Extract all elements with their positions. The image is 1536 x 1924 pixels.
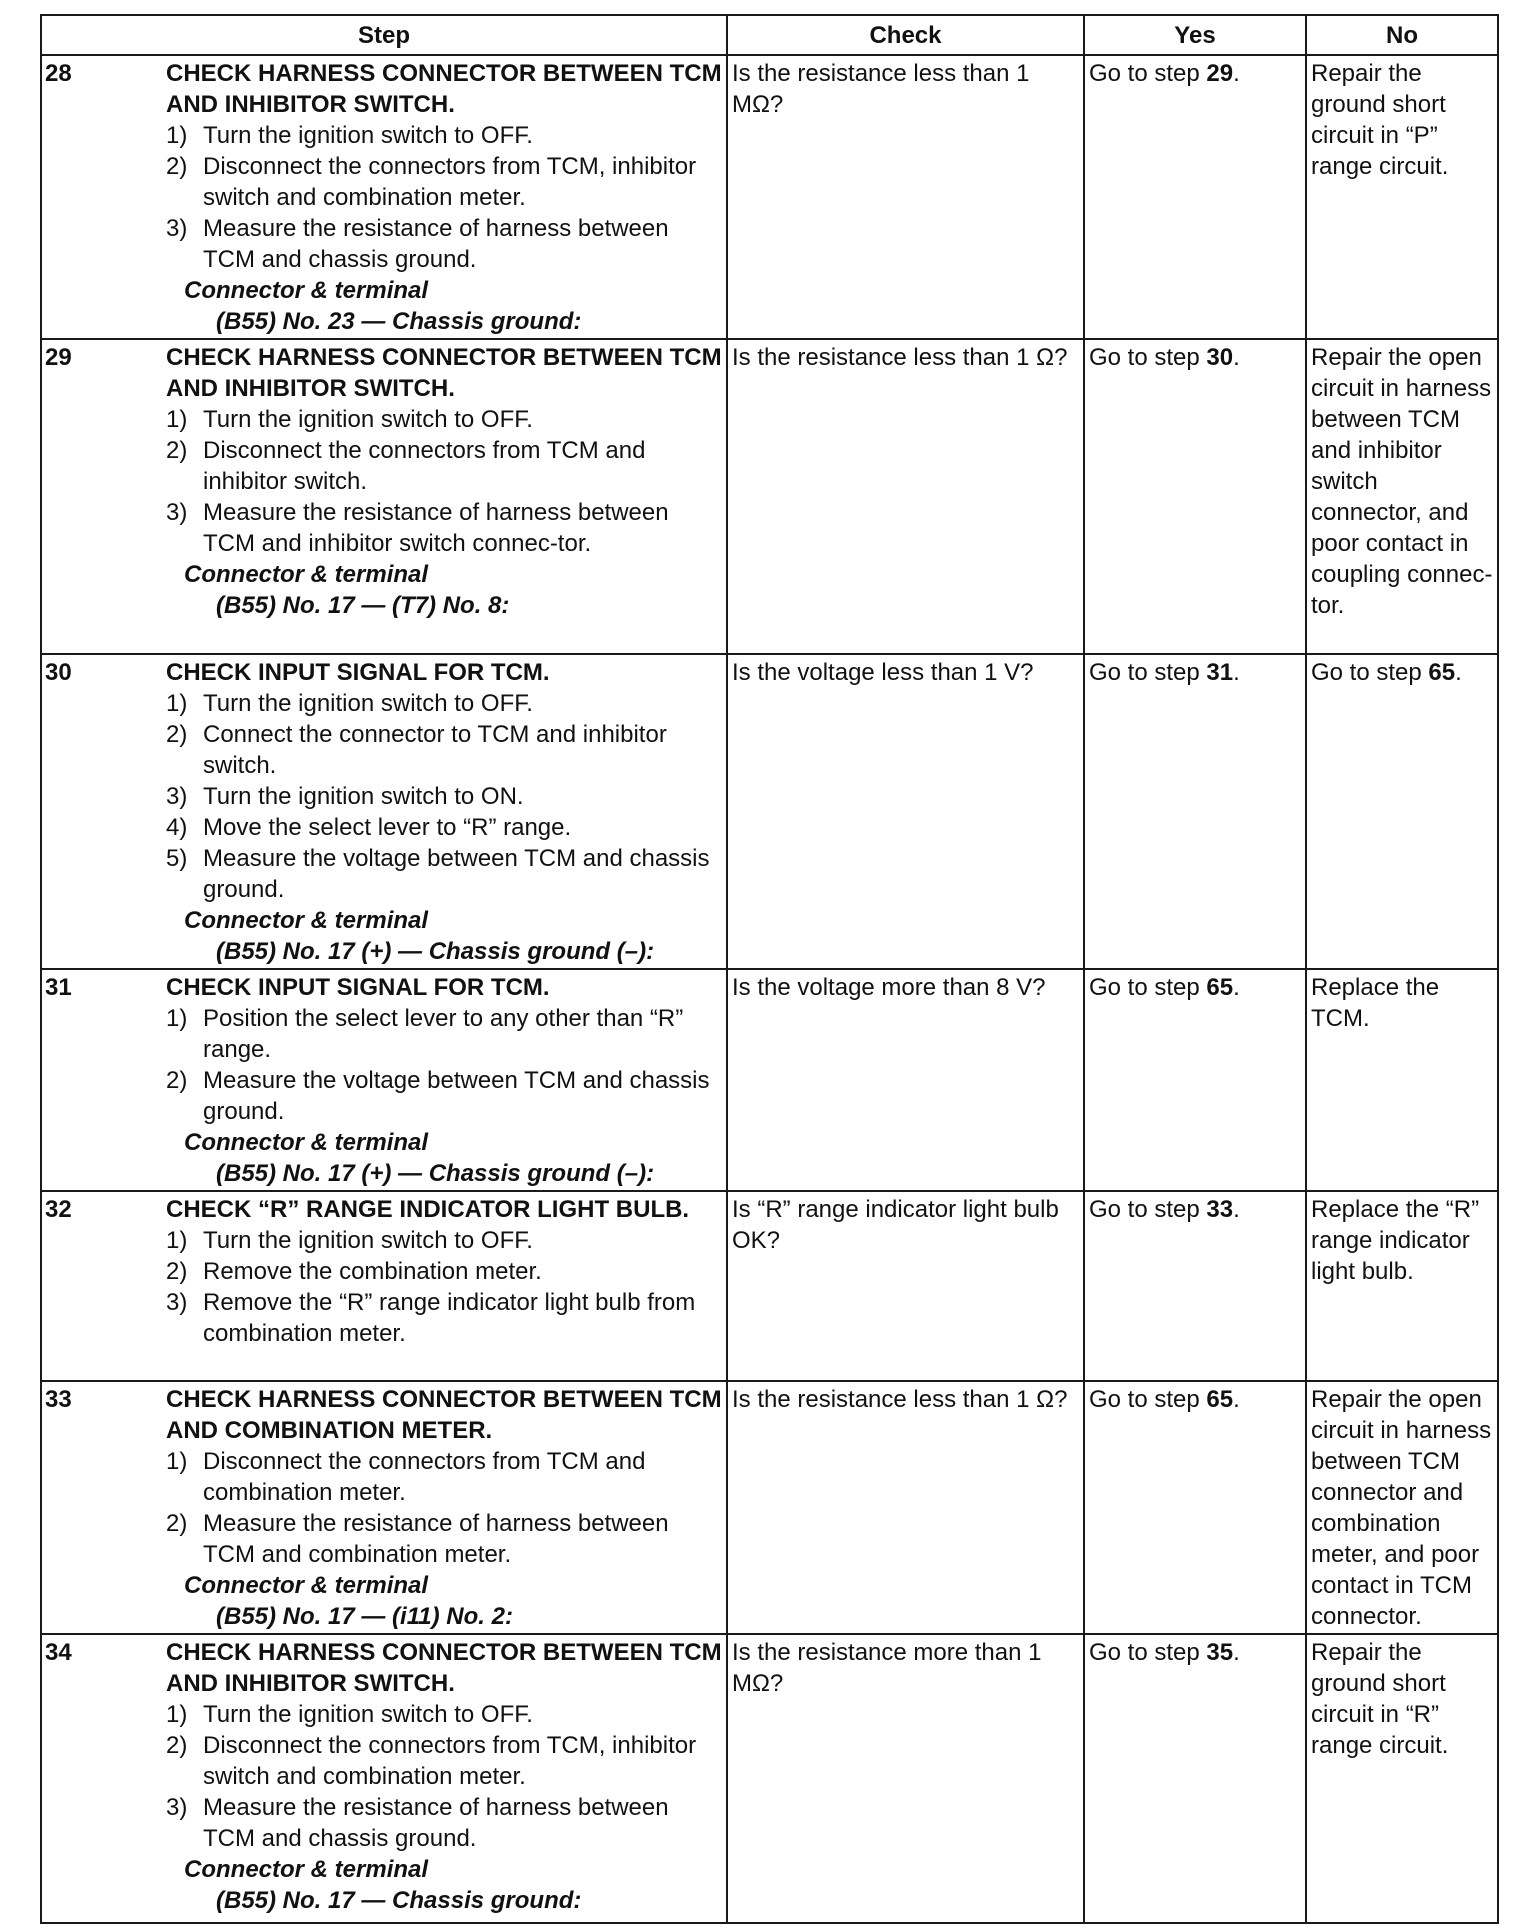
yes-cell: Go to step 65. bbox=[1084, 1381, 1306, 1634]
connector-terminal: (B55) No. 17 (+) — Chassis ground (–): bbox=[216, 1160, 655, 1187]
yes-step-number: 29 bbox=[1206, 60, 1234, 87]
substep: 2) Connect the connector to TCM and inhibitor switch. bbox=[166, 721, 667, 779]
no-step-number: 65 bbox=[1428, 659, 1456, 686]
substep: 3) Measure the resistance of harness between TCM and inhibitor switch connec-tor. bbox=[166, 499, 669, 557]
check-cell: Is the resistance more than 1 MΩ? bbox=[727, 1634, 1084, 1923]
step-number: 32 bbox=[45, 1196, 72, 1223]
yes-cell: Go to step 29. bbox=[1084, 55, 1306, 339]
no-cell: Replace the “R” range indicator light bulb. bbox=[1306, 1191, 1498, 1381]
substep: 1) Turn the ignition switch to OFF. bbox=[166, 1701, 533, 1728]
step-number: 29 bbox=[45, 344, 72, 371]
substep: 5) Measure the voltage between TCM and chassis ground. bbox=[166, 845, 710, 903]
step-cell bbox=[41, 969, 727, 1191]
yes-step-number: 31 bbox=[1206, 659, 1234, 686]
step-cell bbox=[41, 654, 727, 969]
substep: 3) Turn the ignition switch to ON. bbox=[166, 783, 524, 810]
yes-cell: Go to step 35. bbox=[1084, 1634, 1306, 1923]
no-cell: Repair the open circuit in harness between TCM connector and combination meter, and poor contact in TCM connector. bbox=[1306, 1381, 1498, 1634]
step-cell bbox=[41, 1634, 727, 1923]
step-title: CHECK “R” RANGE INDICATOR LIGHT BULB. bbox=[166, 1196, 690, 1223]
table-row bbox=[41, 1191, 1498, 1381]
step-cell bbox=[41, 1381, 727, 1634]
yes-step-number: 65 bbox=[1206, 1386, 1234, 1413]
step-number: 33 bbox=[45, 1386, 72, 1413]
header-no: No bbox=[1306, 15, 1498, 55]
check-cell: Is the voltage more than 8 V? bbox=[727, 969, 1084, 1191]
substep: 2) Disconnect the connectors from TCM and inhibitor switch. bbox=[166, 437, 646, 495]
connector-label: Connector & terminal bbox=[184, 1856, 429, 1883]
substep: 2) Disconnect the connectors from TCM, inhibitor switch and combination meter. bbox=[166, 1732, 697, 1790]
step-title: CHECK HARNESS CONNECTOR BETWEEN TCM AND INHIBITOR SWITCH. bbox=[166, 344, 722, 402]
substep: 1) Disconnect the connectors from TCM and combination meter. bbox=[166, 1448, 646, 1506]
table-row bbox=[41, 1381, 1498, 1634]
step-cell bbox=[41, 1191, 727, 1381]
substep: 2) Disconnect the connectors from TCM, inhibitor switch and combination meter. bbox=[166, 153, 697, 211]
step-cell bbox=[41, 339, 727, 654]
no-cell: Repair the open circuit in harness between TCM and inhibitor switch connector, and poor contact in coupling connec-tor. bbox=[1306, 339, 1498, 654]
yes-step-number: 33 bbox=[1206, 1196, 1234, 1223]
substep: 3) Measure the resistance of harness between TCM and chassis ground. bbox=[166, 1794, 669, 1852]
connector-terminal: (B55) No. 17 (+) — Chassis ground (–): bbox=[216, 938, 655, 965]
connector-label: Connector & terminal bbox=[184, 561, 429, 588]
header-yes: Yes bbox=[1084, 15, 1306, 55]
step-number: 31 bbox=[45, 974, 72, 1001]
substep: 1) Turn the ignition switch to OFF. bbox=[166, 406, 533, 433]
substep: 2) Measure the resistance of harness between TCM and combination meter. bbox=[166, 1510, 669, 1568]
header-step: Step bbox=[41, 15, 727, 55]
substep: 2) Measure the voltage between TCM and chassis ground. bbox=[166, 1067, 710, 1125]
no-cell: Go to step 65. bbox=[1306, 654, 1498, 969]
yes-step-number: 65 bbox=[1206, 974, 1234, 1001]
step-cell bbox=[41, 55, 727, 339]
step-number: 28 bbox=[45, 60, 72, 87]
step-title: CHECK INPUT SIGNAL FOR TCM. bbox=[166, 659, 550, 686]
step-title: CHECK HARNESS CONNECTOR BETWEEN TCM AND INHIBITOR SWITCH. bbox=[166, 60, 722, 118]
step-number: 34 bbox=[45, 1639, 72, 1666]
substep: 1) Position the select lever to any other than “R” range. bbox=[166, 1005, 684, 1063]
connector-label: Connector & terminal bbox=[184, 277, 429, 304]
header-row bbox=[41, 15, 1498, 55]
no-cell: Repair the ground short circuit in “R” range circuit. bbox=[1306, 1634, 1498, 1923]
table-row bbox=[41, 55, 1498, 339]
substep: 3) Remove the “R” range indicator light bulb from combination meter. bbox=[166, 1289, 696, 1347]
substep: 1) Turn the ignition switch to OFF. bbox=[166, 690, 533, 717]
yes-cell: Go to step 31. bbox=[1084, 654, 1306, 969]
substep: 1) Turn the ignition switch to OFF. bbox=[166, 1227, 533, 1254]
step-title: CHECK HARNESS CONNECTOR BETWEEN TCM AND INHIBITOR SWITCH. bbox=[166, 1639, 722, 1697]
step-number: 30 bbox=[45, 659, 72, 686]
table-row bbox=[41, 339, 1498, 654]
connector-label: Connector & terminal bbox=[184, 1572, 429, 1599]
table-row bbox=[41, 654, 1498, 969]
step-title: CHECK INPUT SIGNAL FOR TCM. bbox=[166, 974, 550, 1001]
no-cell: Repair the ground short circuit in “P” range circuit. bbox=[1306, 55, 1498, 339]
substep: 2) Remove the combination meter. bbox=[166, 1258, 542, 1285]
yes-cell: Go to step 33. bbox=[1084, 1191, 1306, 1381]
header-check: Check bbox=[727, 15, 1084, 55]
yes-cell: Go to step 30. bbox=[1084, 339, 1306, 654]
substep: 3) Measure the resistance of harness between TCM and chassis ground. bbox=[166, 215, 669, 273]
connector-terminal: (B55) No. 17 — (i11) No. 2: bbox=[216, 1603, 513, 1630]
check-cell: Is “R” range indicator light bulb OK? bbox=[727, 1191, 1084, 1381]
check-cell: Is the voltage less than 1 V? bbox=[727, 654, 1084, 969]
yes-cell: Go to step 65. bbox=[1084, 969, 1306, 1191]
yes-step-number: 35 bbox=[1206, 1639, 1234, 1666]
substep: 4) Move the select lever to “R” range. bbox=[166, 814, 572, 841]
step-title: CHECK HARNESS CONNECTOR BETWEEN TCM AND COMBINATION METER. bbox=[166, 1386, 722, 1444]
substep: 1) Turn the ignition switch to OFF. bbox=[166, 122, 533, 149]
no-cell: Replace the TCM. bbox=[1306, 969, 1498, 1191]
table-row bbox=[41, 969, 1498, 1191]
connector-terminal: (B55) No. 17 — Chassis ground: bbox=[216, 1887, 582, 1914]
check-cell: Is the resistance less than 1 Ω? bbox=[727, 1381, 1084, 1634]
connector-terminal: (B55) No. 23 — Chassis ground: bbox=[216, 308, 582, 335]
table-row bbox=[41, 1634, 1498, 1923]
connector-label: Connector & terminal bbox=[184, 1129, 429, 1156]
diagnostic-procedure-table bbox=[40, 14, 1499, 1924]
connector-label: Connector & terminal bbox=[184, 907, 429, 934]
yes-step-number: 30 bbox=[1206, 344, 1234, 371]
check-cell: Is the resistance less than 1 MΩ? bbox=[727, 55, 1084, 339]
check-cell: Is the resistance less than 1 Ω? bbox=[727, 339, 1084, 654]
connector-terminal: (B55) No. 17 — (T7) No. 8: bbox=[216, 592, 510, 619]
